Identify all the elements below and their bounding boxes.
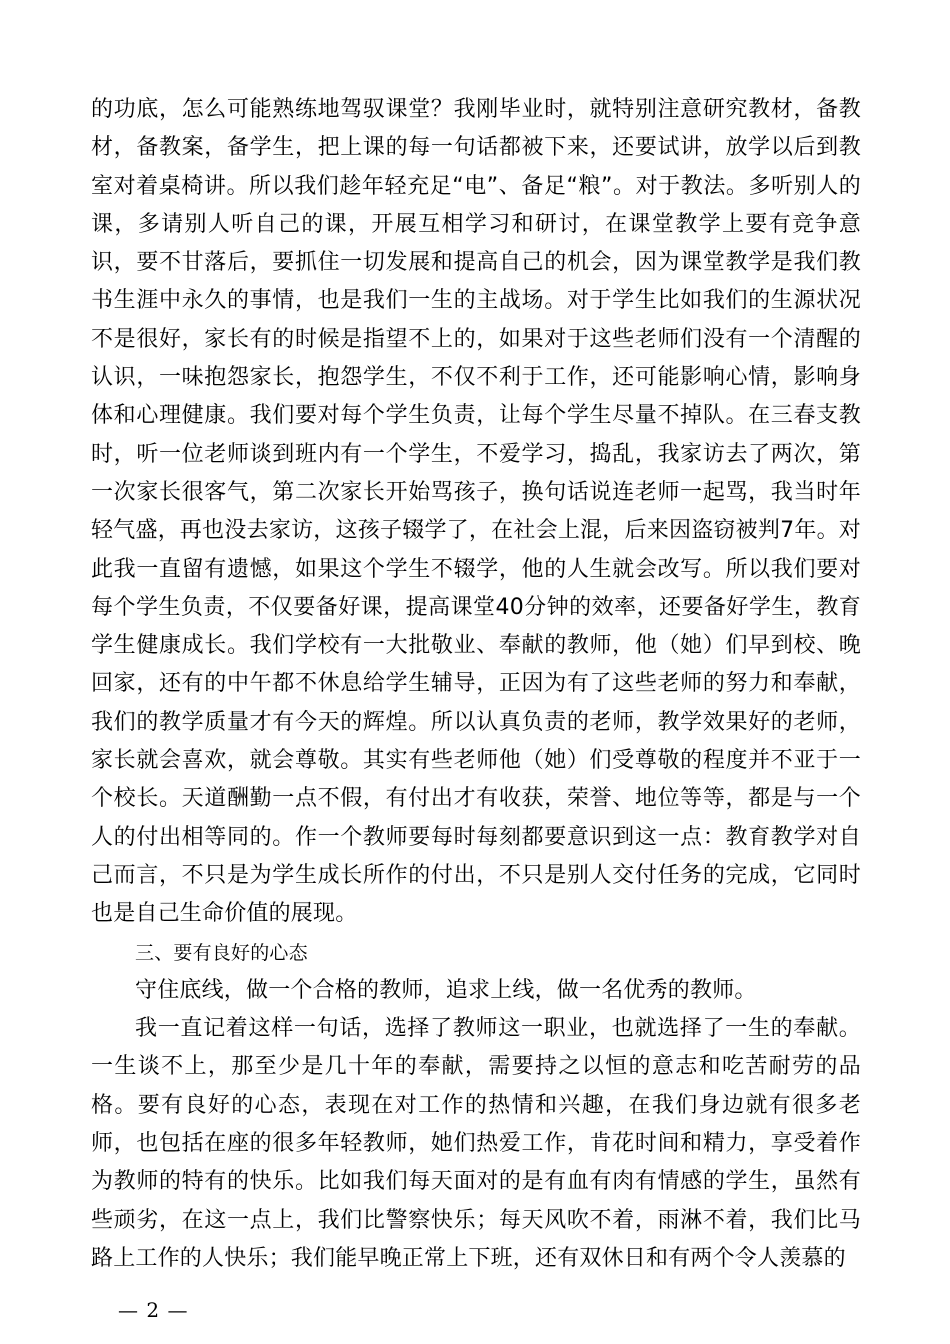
page-number: — 2 — <box>118 1298 189 1322</box>
paragraph-motto: 守住底线，做一个合格的教师，追求上线，做一名优秀的教师。 <box>135 977 757 1003</box>
document-body <box>91 91 861 1278</box>
paragraph-continuation: 的功底，怎么可能熟练地驾驭课堂？我刚毕业时，就特别注意研究教材，备教材，备教案，备学生，把上课的每一句话都被下来，还要试讲，放学以后到教室对着桌椅讲。所以我们趁年轻充足“电”、备足“粮”。对于教法。多听别人的课，多请别人听自己的课，开展互相学习和研讨，在课堂教学上要有竞争意识，要不甘落后，要抓住一切发展和提高自己的机会，因为课堂教学是我们教书生涯中永久的事情，也是我们一生的主战场。对于学生比如我们的生源状况不是很好，家长有的时候是指望不上的，如果对于这些老师们没有一个清醒的认识，一味抱怨家长，抱怨学生，不仅不利于工作，还可能影响心情，影响身体和心理健康。我们要对每个学生负责，让每个学生尽量不掉队。在三春支教时，听一位老师谈到班内有一个学生，不爱学习，捣乱，我家访去了两次，第一次家长很客气，第二次家长开始骂孩子，换句话说连老师一起骂，我当时年轻气盛，再也没去家访，这孩子辍学了，在社会上混，后来因盗窃被判7年。对此我一直留有遗憾，如果这个学生不辍学，他的人生就会改写。所以我们要对每个学生负责，不仅要备好课，提高课堂40分钟的效率，还要备好学生，教育学生健康成长。我们学校有一大批敬业、奉献的教师，他（她）们早到校、晚回家，还有的中午都不休息给学生辅导，正因为有了这些老师的努力和奉献，我们的教学质量才有今天的辉煌。所以认真负责的老师，教学效果好的老师，家长就会喜欢，就会尊敬。其实有些老师他（她）们受尊敬的程度并不亚于一个校长。天道酬勤一点不假，有付出才有收获，荣誉、地位等等，都是与一个人的付出相等同的。作一个教师要每时每刻都要意识到这一点：教育教学对自己而言，不只是为学生成长所作的付出，不只是别人交付任务的完成，它同时也是自己生命价值的展现。 <box>91 97 861 927</box>
paragraph-attitude: 我一直记着这样一句话，选择了教师这一职业，也就选择了一生的奉献。一生谈不上，那至少是几十年的奉献，需要持之以恒的意志和吃苦耐劳的品格。要有良好的心态，表现在对工作的热情和兴趣，在我们身边就有很多老师，也包括在座的很多年轻教师，她们热爱工作，肯花时间和精力，享受着作为教师的特有的快乐。比如我们每天面对的是有血有肉有情感的学生，虽然有些顽劣，在这一点上，我们比警察快乐；每天风吹不着，雨淋不着，我们比马路上工作的人快乐；我们能早晚正常上下班，还有双休日和有两个令人羡慕的 <box>91 1016 861 1271</box>
section-heading: 三、要有良好的心态 <box>135 941 308 964</box>
